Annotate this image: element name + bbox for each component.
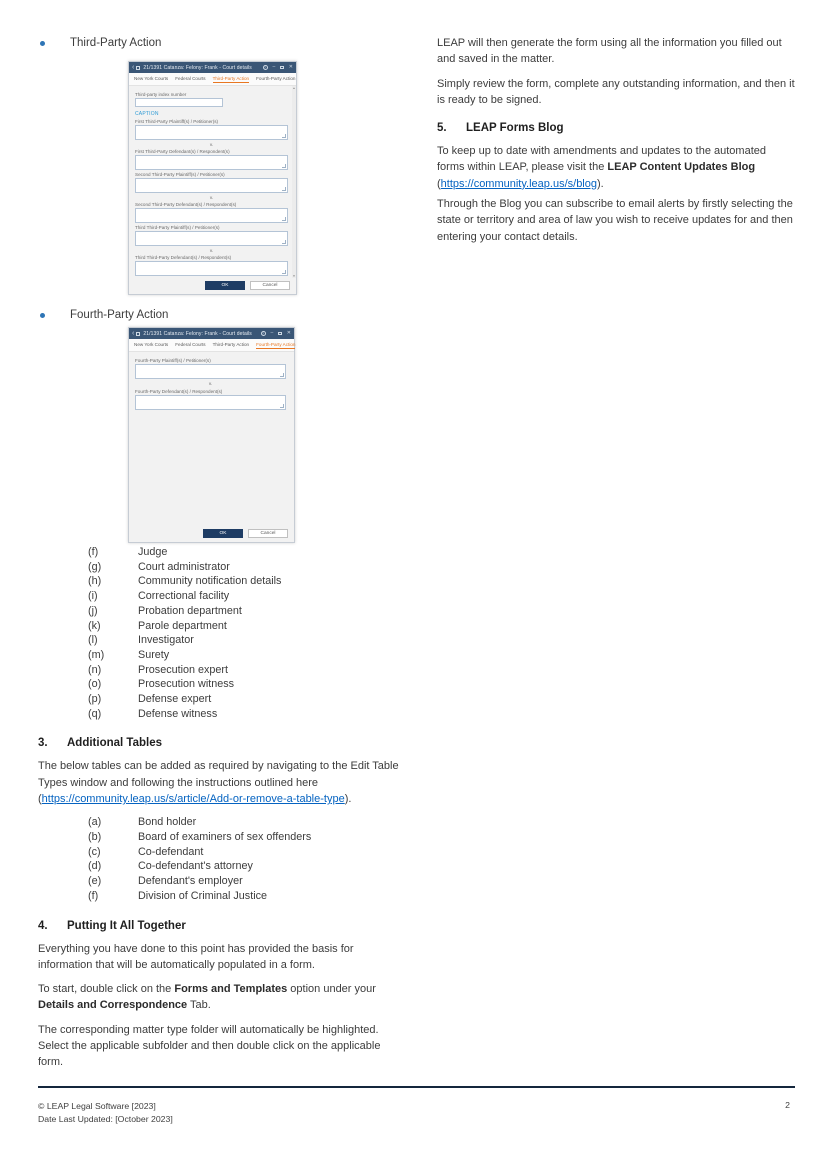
paragraph-text: ( — [437, 177, 441, 190]
window-controls — [263, 65, 293, 70]
list-item — [38, 845, 402, 860]
tab-federal-courts[interactable]: Federal Courts — [175, 76, 206, 81]
window-icon — [136, 66, 140, 70]
section-4-paragraph-1: Everything you have done to this point has provided the basis for information that will be automatically populated in a form. — [38, 942, 354, 971]
list-item-marker: (p) — [88, 693, 102, 706]
ok-button[interactable]: OK — [203, 529, 243, 538]
section-title: LEAP Forms Blog — [466, 122, 564, 135]
right-paragraph-1: LEAP will then generate the form using all the information you filled out and saved in the matter. — [437, 37, 782, 66]
close-icon[interactable]: ✕ — [288, 64, 293, 70]
list-item — [38, 560, 402, 575]
list-item-marker: (g) — [88, 560, 102, 573]
tab-fourth-party-action[interactable]: Fourth-Party Action — [256, 76, 296, 81]
list-item — [38, 633, 402, 648]
right-paragraph-2: Simply review the form, complete any outstanding information, and then it is ready to be signed. — [437, 77, 795, 106]
section-number: 4. — [38, 919, 48, 932]
tab-new-york-courts[interactable]: New York Courts — [134, 342, 169, 347]
tab-new-york-courts[interactable]: New York Courts — [134, 76, 169, 81]
plaintiff-textarea[interactable] — [135, 125, 288, 140]
list-item-marker: (o) — [88, 678, 102, 691]
list-item-text: Co-defendant's attorney — [138, 860, 253, 873]
list-item-marker: (d) — [88, 860, 102, 873]
help-icon[interactable]: ? — [262, 331, 264, 336]
bold-text: Forms and Templates — [174, 983, 288, 996]
versus-label: v. — [209, 142, 214, 147]
bullet-icon — [40, 41, 45, 46]
list-item-marker: (f) — [88, 889, 99, 902]
list-item — [38, 889, 402, 904]
bullet-label: Fourth-Party Action — [70, 309, 169, 321]
section-number: 5. — [437, 122, 447, 135]
list-item-marker: (m) — [88, 648, 105, 661]
dialog-tab-bar — [129, 73, 296, 86]
list-item — [38, 677, 402, 692]
paragraph-text: Tab. — [187, 999, 211, 1012]
bullet-item-fourth-party — [38, 307, 402, 323]
defendant-label: Fourth-Party Defendant(s) / Respondent(s) — [135, 389, 223, 394]
section-4-paragraph-3: The corresponding matter type folder will automatically be highlighted. Select the applicable subfolder and then double click on the applicable form. — [38, 1023, 381, 1069]
scroll-up-icon[interactable]: ▲ — [292, 86, 296, 90]
footer-divider — [38, 1086, 795, 1088]
court-details-dialog-third-party — [128, 61, 297, 295]
list-item — [38, 815, 402, 830]
list-item — [38, 830, 402, 845]
paragraph-text: The below tables can be added as required by navigating to the Edit Table Types window and following the instructions outlined here ( — [38, 760, 399, 806]
minimize-icon[interactable]: – — [272, 64, 276, 70]
defendant-label: Second Third-Party Defendant(s) / Respondent(s) — [135, 202, 237, 207]
defendant-textarea[interactable] — [135, 155, 288, 170]
list-item — [38, 574, 402, 589]
versus-label: v. — [209, 248, 214, 253]
dialog-tab-bar — [129, 339, 294, 352]
list-item — [38, 604, 402, 619]
list-item — [38, 707, 402, 722]
list-item — [38, 874, 402, 889]
index-number-label: Third-party index number — [135, 92, 187, 97]
list-item — [38, 545, 402, 560]
list-item-marker: (e) — [88, 875, 102, 888]
bullet-icon — [40, 313, 45, 318]
dialog-title: 21/1391 Catanza: Felony: Frank - Court details — [143, 330, 252, 337]
list-item-text: Co-defendant — [138, 845, 204, 858]
plaintiff-textarea[interactable] — [135, 364, 286, 379]
dialog-title: 21/1391 Catanza: Felony: Frank - Court details — [143, 64, 252, 71]
minimize-icon[interactable]: – — [270, 330, 274, 336]
list-item-marker: (h) — [88, 575, 102, 588]
footer-info — [38, 1100, 173, 1125]
list-item-marker: (q) — [88, 707, 102, 720]
defendant-textarea[interactable] — [135, 261, 288, 276]
paragraph-text: option under your — [287, 983, 376, 996]
paragraph-text: ). — [344, 793, 352, 806]
list-item-text: Surety — [138, 648, 170, 661]
list-item-text: Defense expert — [138, 693, 212, 706]
versus-label: v. — [208, 381, 213, 386]
list-item-marker: (a) — [88, 816, 102, 829]
dialog-footer — [129, 278, 296, 294]
plaintiff-label: First Third-Party Plaintiff(s) / Petitioner(s) — [135, 119, 219, 124]
list-item-marker: (f) — [88, 546, 99, 558]
bold-text: Details and Correspondence — [38, 999, 188, 1012]
list-item-text: Defense witness — [138, 707, 218, 720]
list-item-text: Court administrator — [138, 560, 230, 573]
footer-copyright: © LEAP Legal Software [2023] — [38, 1101, 156, 1111]
cancel-button[interactable]: Cancel — [248, 529, 288, 538]
scrollbar[interactable] — [292, 86, 296, 278]
dialog-titlebar[interactable] — [129, 328, 294, 339]
section-number: 3. — [38, 737, 48, 750]
tab-federal-courts[interactable]: Federal Courts — [175, 342, 206, 347]
list-item-text: Division of Criminal Justice — [138, 889, 267, 902]
ok-button[interactable]: OK — [205, 281, 245, 290]
tables-list-f-q — [38, 545, 402, 721]
paragraph-text: ). — [597, 177, 604, 190]
tab-third-party-action[interactable]: Third-Party Action — [212, 76, 250, 81]
window-icon — [136, 332, 140, 336]
section-3-heading — [38, 735, 402, 751]
versus-label: v. — [209, 195, 214, 200]
add-remove-table-type-link[interactable]: https://community.leap.us/s/article/Add-or-remove-a-table-type — [41, 793, 345, 806]
bold-text: LEAP Content Updates Blog — [607, 161, 756, 174]
right-paragraph-4: Through the Blog you can subscribe to email alerts by firstly selecting the state or territory and area of law you wish to receive updates for and then entering your contact details. — [437, 198, 793, 243]
list-item — [38, 619, 402, 634]
footer-date-updated: Date Last Updated: [October 2023] — [38, 1113, 173, 1124]
list-item-text: Community notification details — [138, 575, 282, 588]
back-icon[interactable]: ‹ — [132, 64, 135, 71]
defendant-label: Third Third-Party Defendant(s) / Respondent(s) — [135, 255, 232, 260]
help-icon[interactable]: ? — [264, 65, 266, 70]
paragraph-text: To start, double click on the — [38, 983, 175, 996]
tab-third-party-action[interactable]: Third-Party Action — [212, 342, 250, 347]
list-item-text: Investigator — [138, 634, 194, 647]
list-item-text: Board of examiners of sex offenders — [138, 831, 312, 844]
plaintiff-textarea[interactable] — [135, 178, 288, 193]
close-icon[interactable]: ✕ — [286, 330, 291, 336]
list-item-text: Defendant's employer — [138, 875, 243, 888]
section-4-heading — [38, 918, 402, 934]
section-4-paragraph-2 — [38, 981, 402, 1014]
list-item-text: Prosecution expert — [138, 663, 229, 676]
back-icon[interactable]: ‹ — [132, 330, 135, 337]
plaintiff-label: Third Third-Party Plaintiff(s) / Petitioner(s) — [135, 225, 220, 230]
left-column — [38, 35, 402, 1079]
dialog-footer — [129, 526, 294, 542]
section-title: Additional Tables — [67, 737, 162, 750]
list-item-text: Parole department — [138, 619, 227, 632]
plaintiff-label: Fourth-Party Plaintiff(s) / Petitioner(s) — [135, 358, 211, 363]
dialog-titlebar[interactable] — [129, 62, 296, 73]
caption-heading: CAPTION — [135, 111, 159, 117]
bullet-item-third-party — [38, 35, 402, 51]
list-item-marker: (k) — [88, 619, 101, 632]
window-controls — [261, 331, 291, 336]
list-item-text: Prosecution witness — [138, 678, 235, 691]
section-5-heading — [437, 120, 795, 136]
party-pair — [135, 172, 288, 223]
list-item — [38, 663, 402, 678]
court-details-dialog-fourth-party — [128, 327, 295, 543]
list-item-marker: (j) — [88, 604, 98, 617]
leap-blog-link[interactable]: https://community.leap.us/s/blog — [440, 177, 597, 190]
defendant-textarea[interactable] — [135, 208, 288, 223]
list-item — [38, 859, 402, 874]
defendant-label: First Third-Party Defendant(s) / Respondent(s) — [135, 149, 230, 154]
section-3-paragraph — [38, 758, 402, 807]
dialog-body — [129, 86, 296, 278]
paragraph-text: To keep up to date with amendments and updates to the automated forms within LEAP, please visit the — [437, 145, 767, 174]
caption-pairs — [135, 119, 288, 276]
list-item-text: Probation department — [138, 604, 242, 617]
bullet-label: Third-Party Action — [70, 37, 162, 49]
index-number-input[interactable] — [135, 98, 223, 107]
dialog-body — [129, 352, 294, 526]
maximize-icon[interactable] — [280, 66, 284, 70]
list-item — [38, 648, 402, 663]
page-number: 2 — [785, 1100, 790, 1110]
defendant-textarea[interactable] — [135, 395, 286, 410]
list-item — [38, 589, 402, 604]
right-paragraph-3 — [437, 143, 795, 192]
list-item-text: Judge — [138, 546, 168, 558]
list-item — [38, 692, 402, 707]
list-item-text: Bond holder — [138, 816, 197, 829]
maximize-icon[interactable] — [278, 332, 282, 336]
list-item-marker: (n) — [88, 663, 102, 676]
tables-list-a-f — [38, 815, 402, 903]
list-item-marker: (i) — [88, 590, 98, 603]
tab-fourth-party-action[interactable]: Fourth-Party Action — [256, 342, 296, 347]
section-title: Putting It All Together — [67, 919, 186, 932]
party-pair — [135, 119, 288, 170]
plaintiff-label: Second Third-Party Plaintiff(s) / Petitioner(s) — [135, 172, 225, 177]
list-item-marker: (c) — [88, 845, 101, 858]
list-item-marker: (b) — [88, 831, 102, 844]
list-item-text: Correctional facility — [138, 590, 230, 603]
scroll-down-icon[interactable]: ▼ — [292, 274, 296, 278]
cancel-button[interactable]: Cancel — [250, 281, 290, 290]
list-item-marker: (l) — [88, 634, 98, 647]
right-column — [437, 35, 795, 253]
plaintiff-textarea[interactable] — [135, 231, 288, 246]
party-pair — [135, 225, 288, 276]
